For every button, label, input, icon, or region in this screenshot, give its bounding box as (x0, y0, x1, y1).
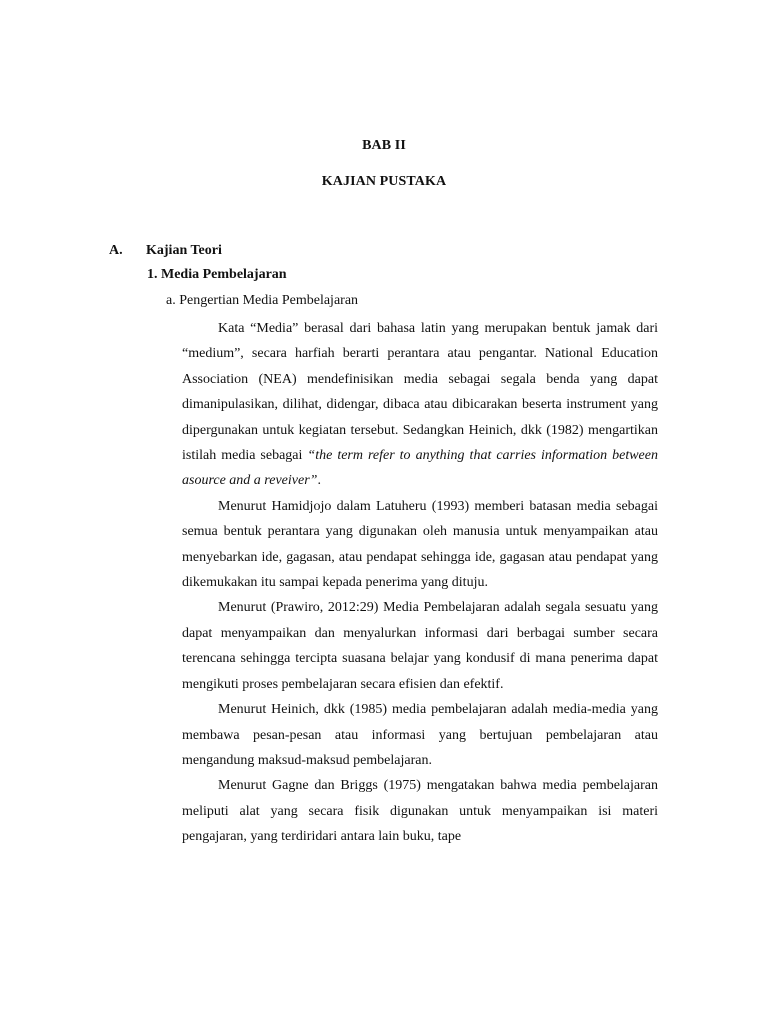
paragraph-5: Menurut Gagne dan Briggs (1975) mengatakan bahwa media pembelajaran meliputi alat yang secara fisik digunakan untuk menyampaikan isi materi pengajaran, yang terdiridari antara lain buku, tape (182, 778, 658, 845)
paragraph-1-quote: “the term refer to anything that carries information between asource and a reveiver” (182, 448, 658, 489)
body-text (182, 316, 658, 850)
section-heading: Kajian Teori (146, 243, 222, 258)
paragraph-1-text: Kata “Media” berasal dari bahasa latin yang merupakan bentuk jamak dari “medium”, secara harfiah berarti perantara atau pengantar. National Education Association (NEA) mendefinisikan media sebagai segala benda yang dapat dimanipulasikan, dilihat, didengar, dibaca atau dibicarakan beserta instrument yang dipergunakan untuk kegiatan tersebut. Sedangkan Heinich, dkk (1982) mengartikan istilah media sebagai (182, 321, 658, 464)
paragraph-3: Menurut (Prawiro, 2012:29) Media Pembelajaran adalah segala sesuatu yang dapat menyampaikan dan menyalurkan informasi dari berbagai sumber secara terencana sehingga tercipta suasana belajar yang kondusif di mana penerima dapat mengikuti proses pembelajaran secara efisien dan efektif. (182, 600, 658, 692)
paragraph-2: Menurut Hamidjojo dalam Latuheru (1993) memberi batasan media sebagai semua bentuk perantara yang digunakan oleh manusia untuk menyampaikan atau menyebarkan ide, gagasan, atau pendapat sehingga ide, gagasan atau pendapat yang dikemukakan itu sampai kepada penerima yang dituju. (182, 498, 658, 591)
paragraph-4: Menurut Heinich, dkk (1985) media pembelajaran adalah media-media yang membawa pesan-pesan atau informasi yang bertujuan pembelajaran atau mengandung maksud-maksud pembelajaran. (182, 702, 658, 768)
chapter-heading: BAB II (362, 138, 406, 153)
paragraph-1 (182, 316, 658, 494)
subsubsection-heading: a. Pengertian Media Pembelajaran (166, 293, 359, 308)
chapter-title: KAJIAN PUSTAKA (321, 174, 447, 189)
paragraph-1-end: . (317, 473, 321, 489)
section-marker: A. (109, 243, 123, 258)
subsection-heading: 1. Media Pembelajaran (147, 267, 287, 282)
